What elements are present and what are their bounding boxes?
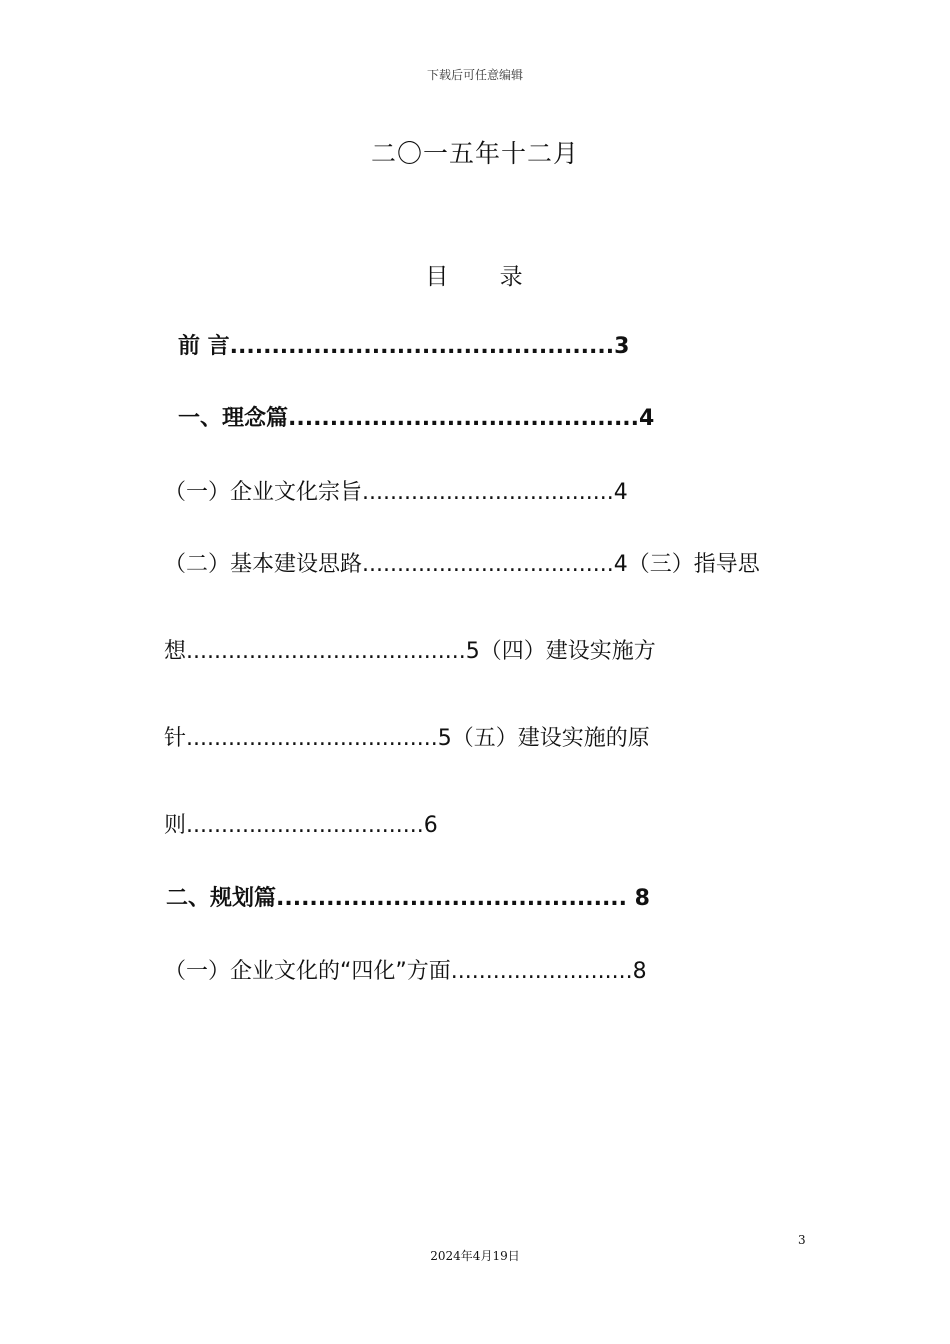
toc-entry-implementation-principle: 则..................................6 [164, 813, 438, 838]
header-note: 下载后可任意编辑 [426, 68, 523, 82]
toc-entry-implementation-policy: 针....................................5（五）建设实施的原 [164, 726, 650, 751]
toc-entry-guiding-thought: 想........................................5（四）建设实施方 [164, 639, 656, 664]
toc-entry-concept-part: 一、理念篇..........................................4 [178, 406, 655, 431]
toc-entry-basic-idea: （二）基本建设思路....................................4（三）指导思 [164, 552, 760, 577]
footer-date: 2024年4月19日 [430, 1249, 520, 1263]
toc-title: 目 录 [425, 264, 545, 290]
page-number: 3 [798, 1233, 806, 1247]
toc-entry-preface: 前 言..............................................3 [178, 334, 630, 359]
date-title: 二〇一五年十二月 [370, 139, 579, 168]
toc-entry-planning-part: 二、规划篇.......................................... 8 [166, 886, 650, 911]
toc-entry-four-aspects: （一）企业文化的“四化”方面..........................8 [164, 959, 647, 984]
toc-entry-culture-purpose: （一）企业文化宗旨....................................4 [164, 480, 628, 505]
